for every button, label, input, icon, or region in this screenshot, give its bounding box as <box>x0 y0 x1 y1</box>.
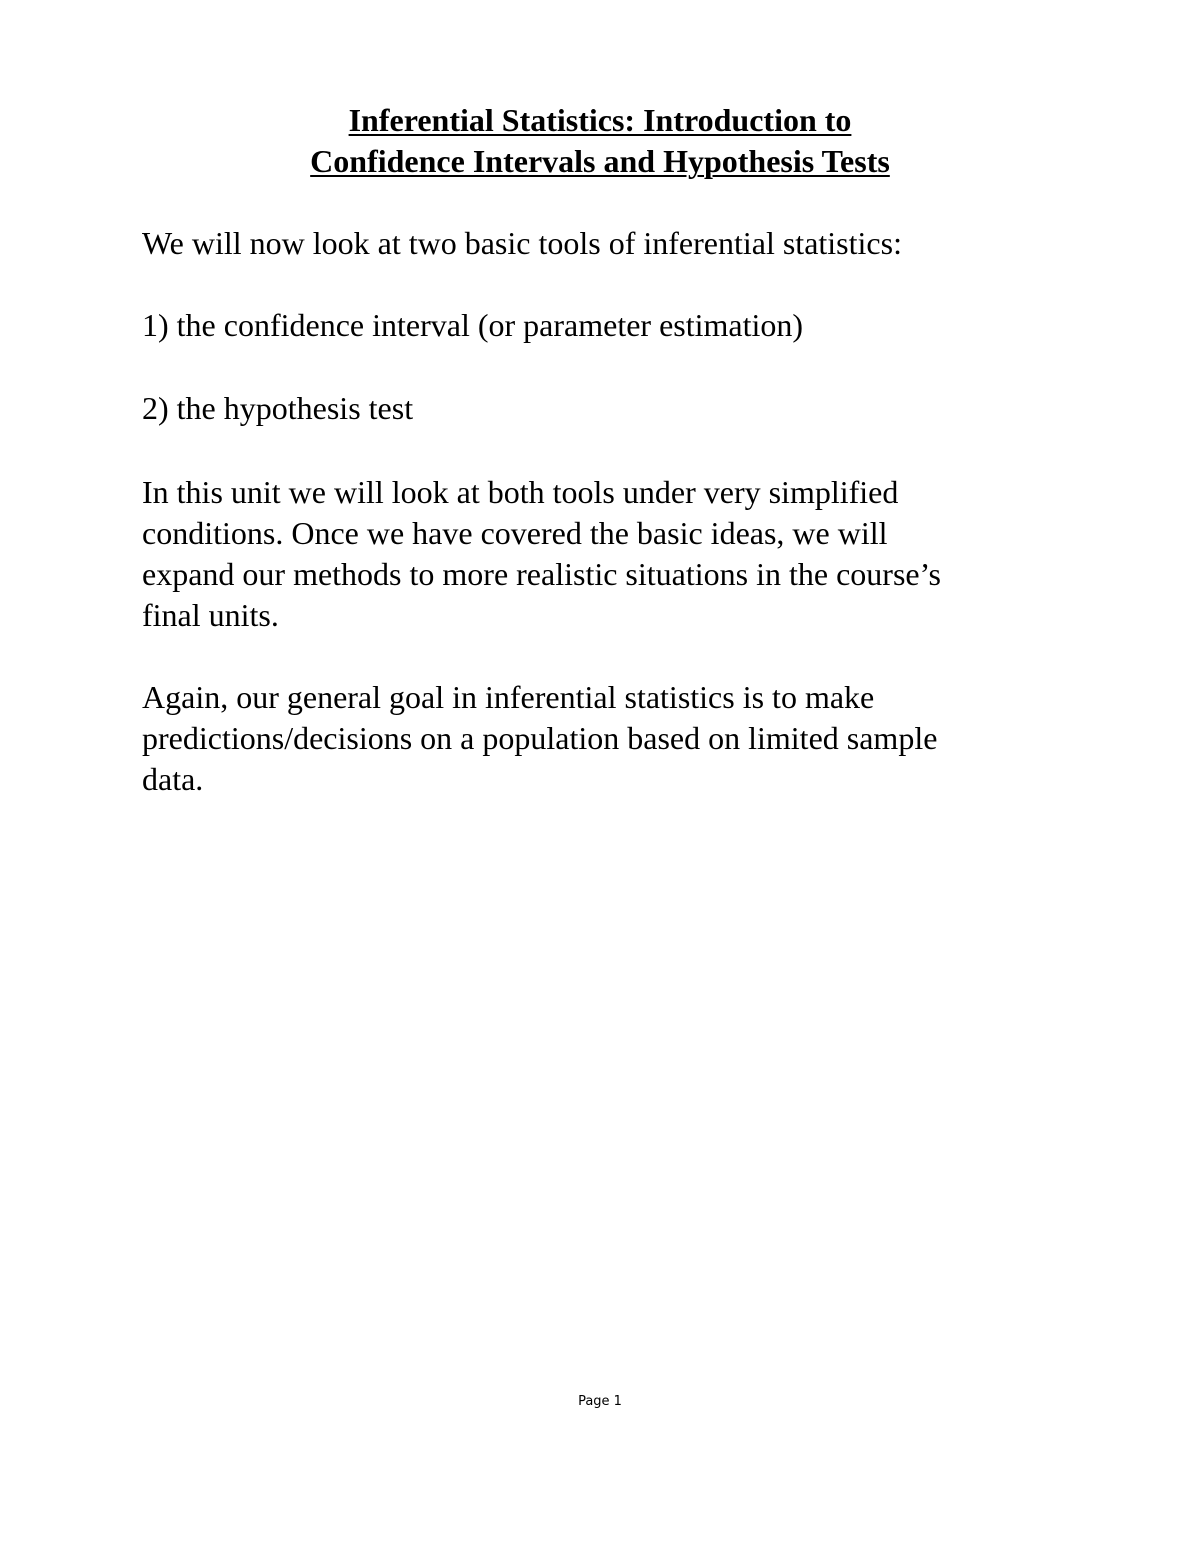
list-item-hypothesis-test: 2) the hypothesis test <box>142 390 414 426</box>
page-number: Page 1 <box>578 1394 622 1409</box>
list-item-confidence-interval: 1) the confidence interval (or parameter estimation) <box>142 307 804 343</box>
paragraph-line: final units. <box>142 597 279 633</box>
title-line-1: Inferential Statistics: Introduction to <box>348 102 852 138</box>
paragraph-line: data. <box>142 761 204 797</box>
goal-paragraph <box>142 677 1062 800</box>
paragraph-line: Again, our general goal in inferential statistics is to make <box>142 679 875 715</box>
intro-paragraph: We will now look at two basic tools of inferential statistics: <box>142 225 902 261</box>
title-line-2: Confidence Intervals and Hypothesis Tests <box>310 143 890 179</box>
paragraph-line: expand our methods to more realistic situations in the course’s <box>142 556 941 592</box>
paragraph-line: In this unit we will look at both tools under very simplified <box>142 474 899 510</box>
paragraph-line: predictions/decisions on a population based on limited sample <box>142 720 938 756</box>
unit-overview-paragraph <box>142 472 1062 636</box>
paragraph-line: conditions. Once we have covered the basic ideas, we will <box>142 515 888 551</box>
document-title <box>0 100 1200 182</box>
